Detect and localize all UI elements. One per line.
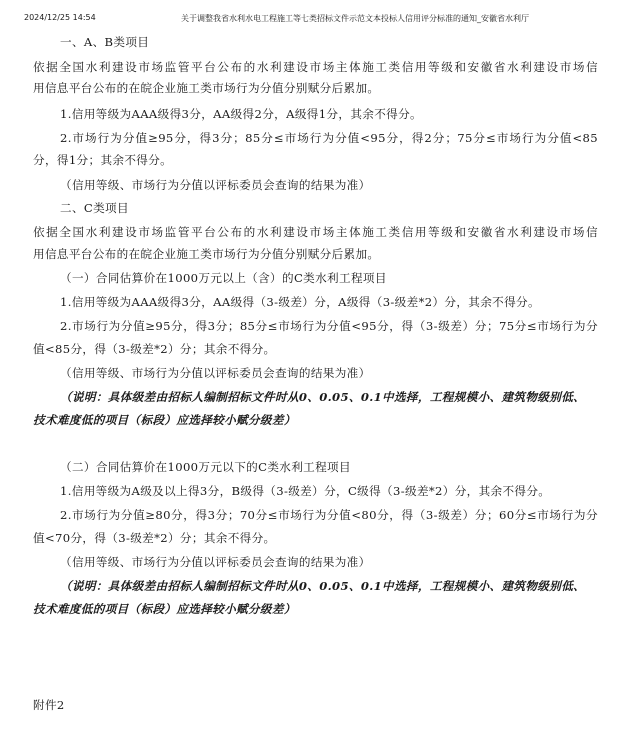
paragraph-line: 依据全国水利建设市场监管平台公布的水利建设市场主体施工类信用等级和安徽省水利建设市场信 bbox=[33, 225, 598, 239]
paragraph-line: 2.市场行为分值≥95分，得3分；85分≤市场行为分值<95分，得2分；75分≤市场行为分值<85 bbox=[60, 131, 598, 145]
paragraph-line: （信用等级、市场行为分值以评标委员会查询的结果为准） bbox=[60, 555, 371, 569]
page-title: 关于调整我省水利水电工程施工等七类招标文件示范文本投标人信用评分标准的通知_安徽省水利厅 bbox=[181, 14, 529, 23]
section-heading-c: 二、C类项目 bbox=[60, 201, 129, 215]
note-line: 技术难度低的项目（标段）应选择较小赋分级差） bbox=[33, 602, 296, 616]
paragraph-line: 值<85分，得（3-级差*2）分；其余不得分。 bbox=[33, 342, 276, 356]
paragraph-line: 分，得1分；其余不得分。 bbox=[33, 153, 173, 167]
paragraph-line: 1.信用等级为A级及以上得3分，B级得（3-级差）分，C级得（3-级差*2）分，其余不得分。 bbox=[60, 484, 551, 498]
paragraph-line: 值<70分，得（3-级差*2）分；其余不得分。 bbox=[33, 531, 276, 545]
paragraph-line: 用信息平台公布的在皖企业施工类市场行为分值分别赋分后累加。 bbox=[33, 81, 380, 95]
subsection-heading: （二）合同估算价在1000万元以下的C类水利工程项目 bbox=[60, 460, 351, 474]
print-datetime: 2024/12/25 14:54 bbox=[24, 13, 96, 22]
paragraph-line: 1.信用等级为AAA级得3分，AA级得2分，A级得1分，其余不得分。 bbox=[60, 107, 422, 121]
note-line: （说明：具体级差由招标人编制招标文件时从0、0.05、0.1中选择，工程规模小、建筑物级别低、 bbox=[60, 390, 586, 404]
attachment-label: 附件2 bbox=[33, 698, 65, 712]
paragraph-line: （信用等级、市场行为分值以评标委员会查询的结果为准） bbox=[60, 178, 371, 192]
subsection-heading: （一）合同估算价在1000万元以上（含）的C类水利工程项目 bbox=[60, 271, 387, 285]
paragraph-line: 1.信用等级为AAA级得3分，AA级得（3-级差）分，A级得（3-级差*2）分，其余不得分。 bbox=[60, 295, 540, 309]
note-line: 技术难度低的项目（标段）应选择较小赋分级差） bbox=[33, 413, 296, 427]
paragraph-line: 2.市场行为分值≥80分，得3分；70分≤市场行为分值<80分，得（3-级差）分；60分≤市场行为分 bbox=[60, 508, 598, 522]
paragraph-line: 依据全国水利建设市场监管平台公布的水利建设市场主体施工类信用等级和安徽省水利建设市场信 bbox=[33, 60, 598, 74]
paragraph-line: （信用等级、市场行为分值以评标委员会查询的结果为准） bbox=[60, 366, 371, 380]
section-heading-ab: 一、A、B类项目 bbox=[60, 35, 150, 49]
note-line: （说明：具体级差由招标人编制招标文件时从0、0.05、0.1中选择，工程规模小、建筑物级别低、 bbox=[60, 579, 586, 593]
paragraph-line: 2.市场行为分值≥95分，得3分；85分≤市场行为分值<95分，得（3-级差）分；75分≤市场行为分 bbox=[60, 319, 598, 333]
paragraph-line: 用信息平台公布的在皖企业施工类市场行为分值分别赋分后累加。 bbox=[33, 247, 380, 261]
